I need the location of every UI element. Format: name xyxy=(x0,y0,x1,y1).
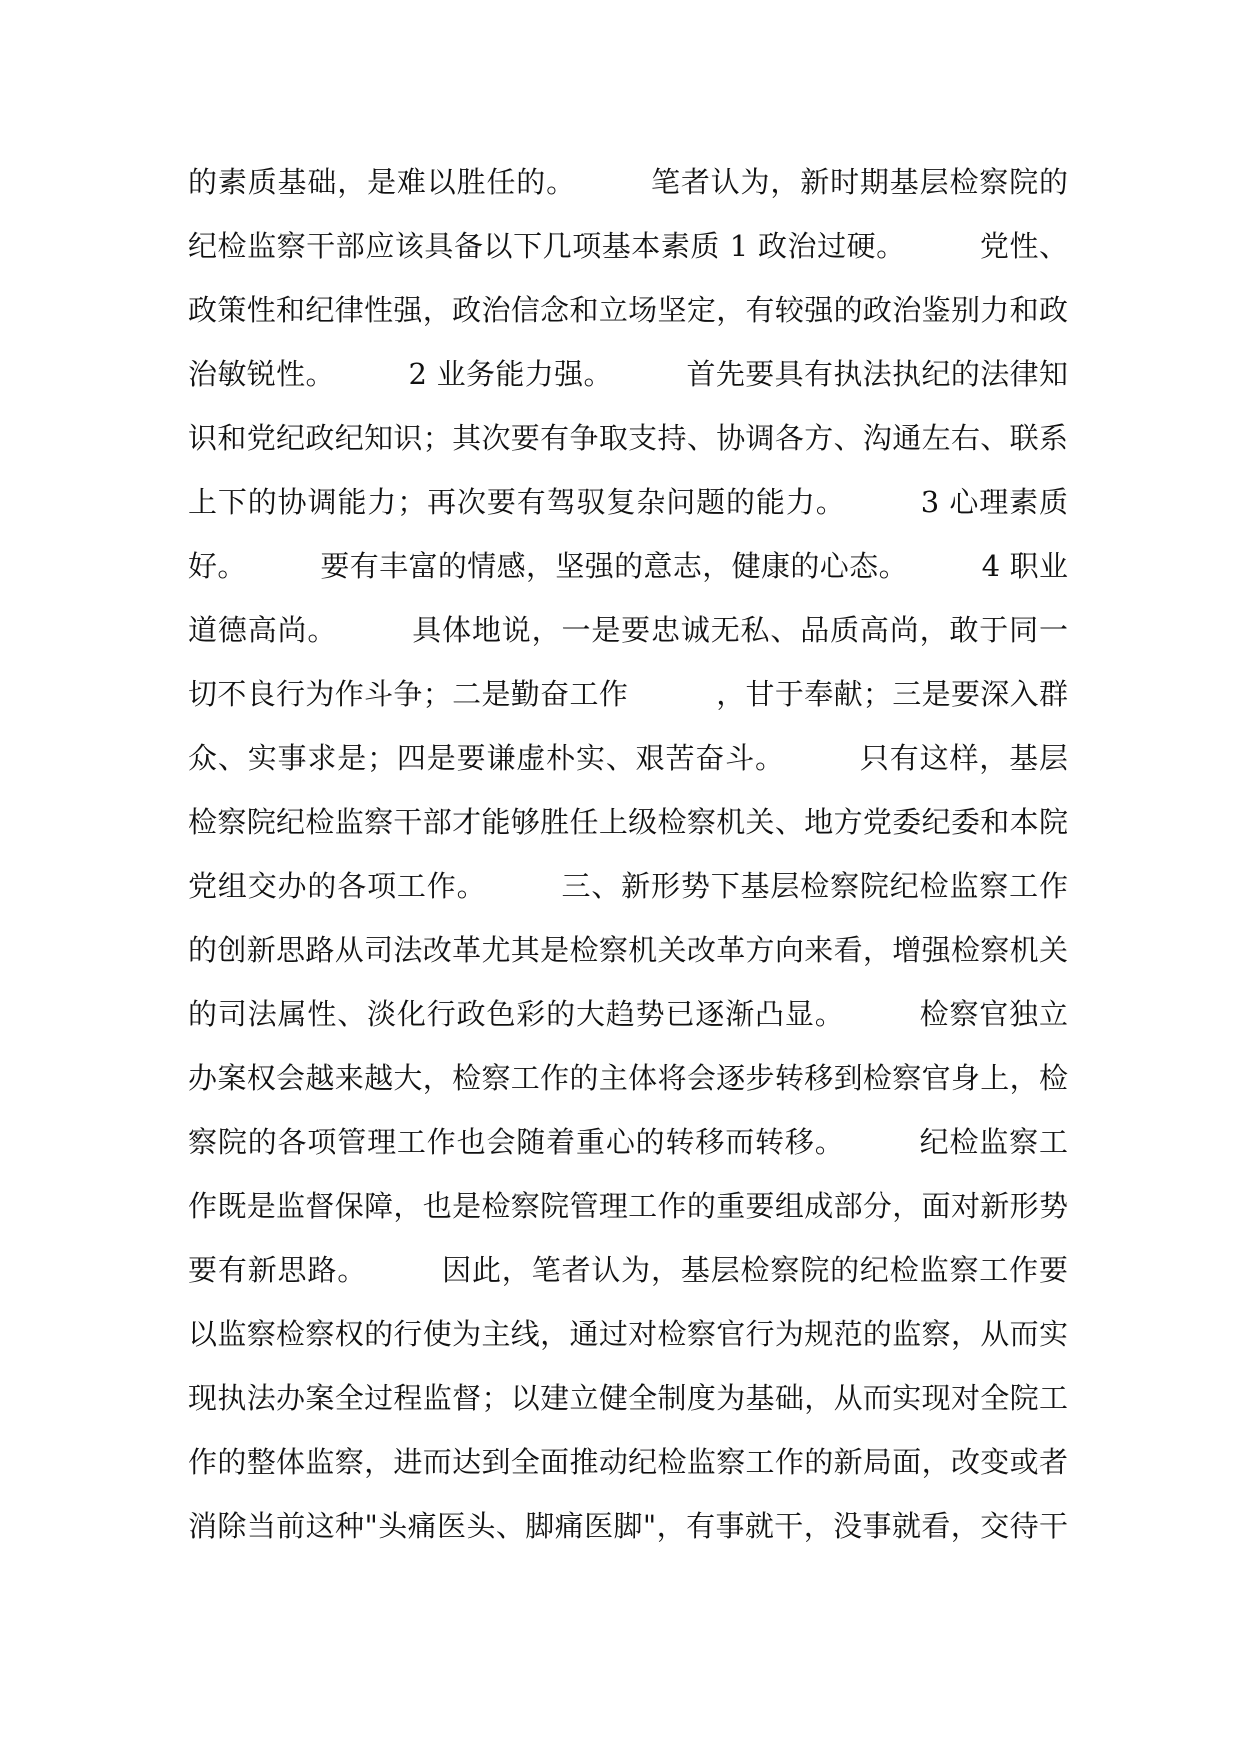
text-line: 以监察检察权的行使为主线，通过对检察官行为规范的监察，从而实 xyxy=(188,1317,1068,1351)
text-line: 政策性和纪律性强，政治信念和立场坚定，有较强的政治鉴别力和政 xyxy=(188,293,1068,327)
text-line: 党组交办的各项工作。 三、新形势下基层检察院纪检监察工作 xyxy=(188,869,1068,903)
text-line: 检察院纪检监察干部才能够胜任上级检察机关、地方党委纪委和本院 xyxy=(188,805,1068,839)
text-line: 的素质基础，是难以胜任的。 笔者认为，新时期基层检察院的 xyxy=(188,165,1068,199)
text-line: 识和党纪政纪知识；其次要有争取支持、协调各方、沟通左右、联系 xyxy=(188,421,1068,455)
text-line: 消除当前这种"头痛医头、脚痛医脚"，有事就干，没事就看，交待干 xyxy=(188,1509,1068,1543)
text-line: 办案权会越来越大，检察工作的主体将会逐步转移到检察官身上，检 xyxy=(188,1061,1068,1095)
text-line: 的创新思路从司法改革尤其是检察机关改革方向来看，增强检察机关 xyxy=(188,933,1068,967)
text-line: 切不良行为作斗争；二是勤奋工作 ，甘于奉献；三是要深入群 xyxy=(188,677,1068,711)
text-line: 治敏锐性。 2 业务能力强。 首先要具有执法执纪的法律知 xyxy=(188,357,1068,391)
body-text xyxy=(188,150,1068,1558)
text-line: 要有新思路。 因此，笔者认为，基层检察院的纪检监察工作要 xyxy=(188,1253,1068,1287)
text-line: 纪检监察干部应该具备以下几项基本素质 1 政治过硬。 党性、 xyxy=(188,229,1068,263)
text-line: 作的整体监察，进而达到全面推动纪检监察工作的新局面，改变或者 xyxy=(188,1445,1068,1479)
text-line: 众、实事求是；四是要谦虚朴实、艰苦奋斗。 只有这样，基层 xyxy=(188,741,1068,775)
text-line: 的司法属性、淡化行政色彩的大趋势已逐渐凸显。 检察官独立 xyxy=(188,997,1068,1031)
text-line: 上下的协调能力；再次要有驾驭复杂问题的能力。 3 心理素质 xyxy=(188,485,1068,519)
text-line: 好。 要有丰富的情感，坚强的意志，健康的心态。 4 职业 xyxy=(188,549,1068,583)
text-line: 作既是监督保障，也是检察院管理工作的重要组成部分，面对新形势 xyxy=(188,1189,1068,1223)
text-line: 察院的各项管理工作也会随着重心的转移而转移。 纪检监察工 xyxy=(188,1125,1068,1159)
text-line: 道德高尚。 具体地说，一是要忠诚无私、品质高尚，敢于同一 xyxy=(188,613,1068,647)
text-line: 现执法办案全过程监督；以建立健全制度为基础，从而实现对全院工 xyxy=(188,1381,1068,1415)
